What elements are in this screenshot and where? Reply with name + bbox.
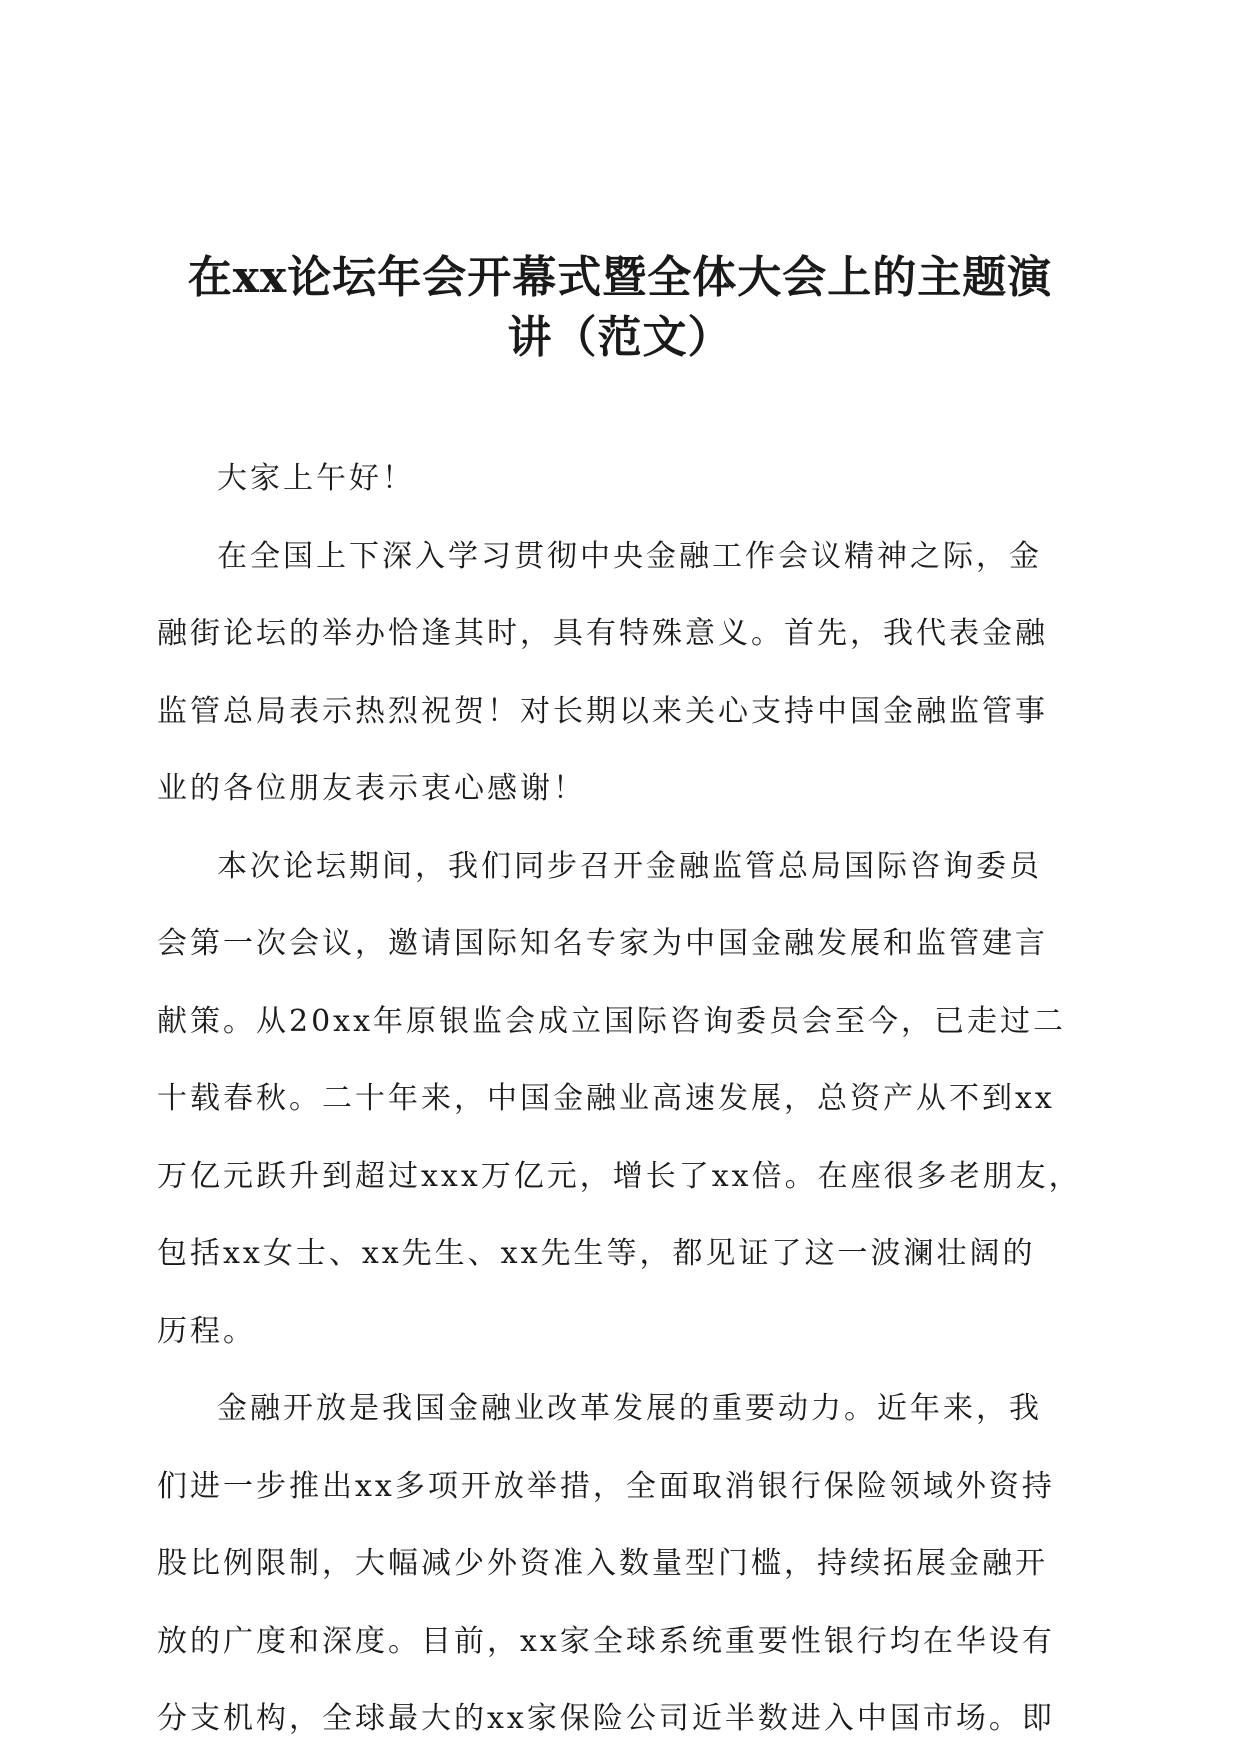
paragraph-line: 会第一次会议，邀请国际知名专家为中国金融发展和监管建言 bbox=[157, 926, 1048, 961]
title-line-2: 讲（范文） bbox=[507, 312, 733, 363]
paragraph-line: 们进一步推出xx多项开放举措，全面取消银行保险领域外资持 bbox=[157, 1468, 1055, 1504]
paragraph-line: 监管总局表示热烈祝贺！对长期以来关心支持中国金融监管事 bbox=[157, 693, 1048, 729]
title-line-1: 在xx论坛年会开幕式暨全体大会上的主题演 bbox=[187, 252, 1053, 303]
paragraph-line: 放的广度和深度。目前，xx家全球系统重要性银行均在华设有 bbox=[157, 1623, 1055, 1659]
paragraph-line: 历程。 bbox=[157, 1313, 256, 1349]
paragraph-line: 万亿元跃升到超过xxx万亿元，增长了xx倍。在座很多老朋友， bbox=[157, 1158, 1082, 1194]
paragraph-line: 包括xx女士、xx先生、xx先生等，都见证了这一波澜壮阔的 bbox=[157, 1236, 1036, 1271]
document-body bbox=[157, 440, 1083, 1758]
paragraph-line: 分支机构，全球最大的xx家保险公司近半数进入中国市场。即 bbox=[157, 1701, 1055, 1736]
paragraph-line: 十载春秋。二十年来，中国金融业高速发展，总资产从不到xx bbox=[157, 1081, 1055, 1116]
document-title bbox=[150, 248, 1090, 368]
paragraph-line: 在全国上下深入学习贯彻中央金融工作会议精神之际，金 bbox=[217, 538, 1042, 574]
greeting: 大家上午好！ bbox=[217, 461, 415, 496]
paragraph-line: 献策。从20xx年原银监会成立国际咨询委员会至今，已走过二 bbox=[157, 1003, 1067, 1039]
paragraph-line: 融街论坛的举办恰逢其时，具有特殊意义。首先，我代表金融 bbox=[157, 616, 1048, 651]
paragraph-line: 股比例限制，大幅减少外资准入数量型门槛，持续拓展金融开 bbox=[157, 1546, 1048, 1581]
paragraph-line: 本次论坛期间，我们同步召开金融监管总局国际咨询委员 bbox=[217, 848, 1042, 884]
paragraph-2 bbox=[157, 828, 1083, 1371]
paragraph-1 bbox=[157, 518, 1083, 828]
paragraph-line: 金融开放是我国金融业改革发展的重要动力。近年来，我 bbox=[217, 1391, 1042, 1426]
paragraph-3 bbox=[157, 1370, 1083, 1758]
paragraph-line: 业的各位朋友表示衷心感谢！ bbox=[157, 771, 586, 806]
